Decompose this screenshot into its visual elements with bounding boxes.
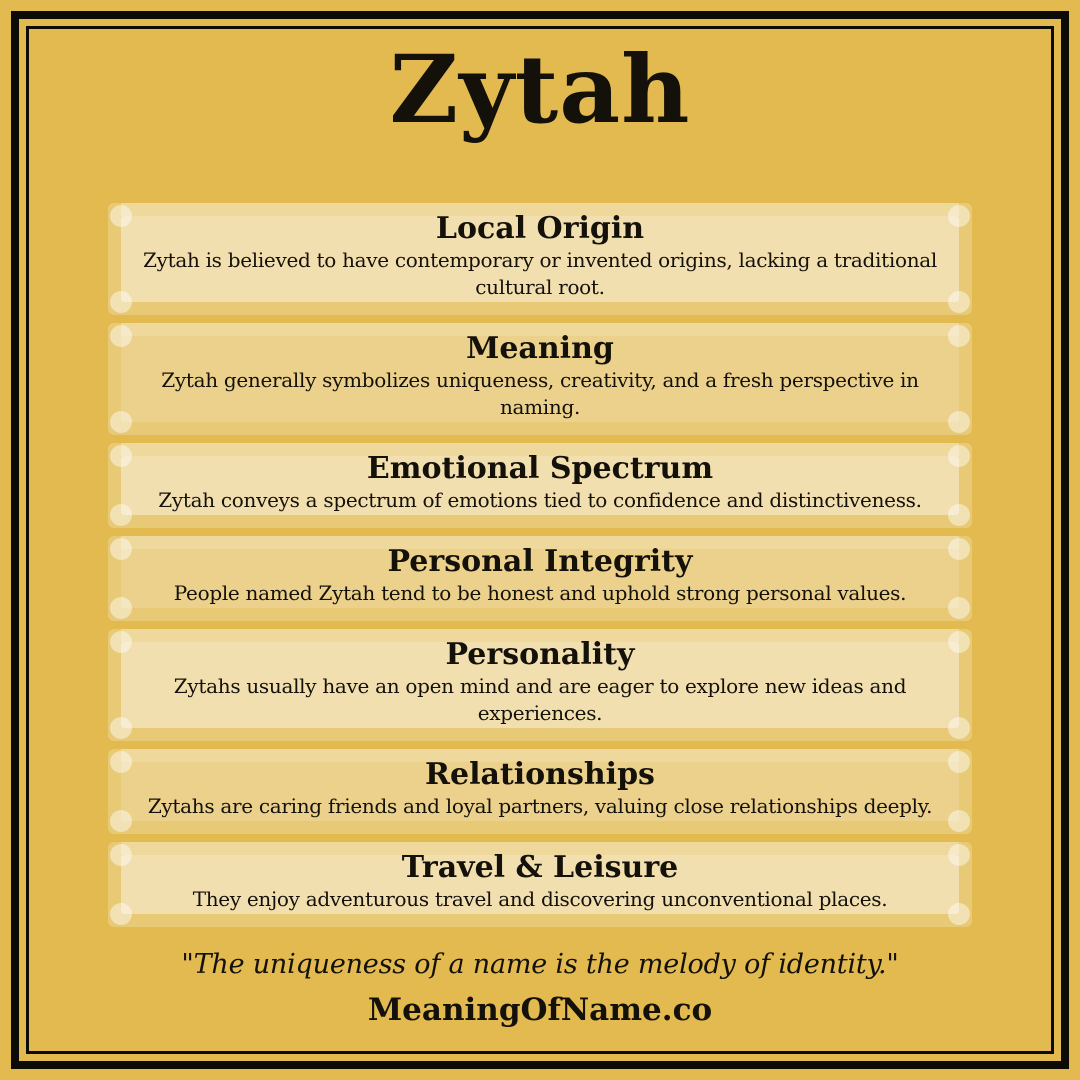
content-area [29,29,1051,1051]
section-heading: Personal Integrity [387,543,693,579]
section-heading: Local Origin [435,210,645,246]
panel-text [108,451,972,514]
section-card [108,629,972,741]
sections-list [108,203,972,927]
panel-text [108,757,972,820]
panel-text [108,850,972,913]
section-card [108,323,972,435]
section-card [108,443,972,528]
section-card [108,203,972,315]
quote-text: "The uniqueness of a name is the melody of identity." [181,948,899,980]
section-body: Zytahs are caring friends and loyal partners, valuing close relationships deeply. [147,793,933,818]
section-body: They enjoy adventurous travel and discovering unconventional places. [192,886,888,911]
section-heading: Relationships [425,756,655,792]
section-heading: Personality [445,636,635,672]
section-heading: Travel & Leisure [401,849,679,885]
section-card [108,536,972,621]
section-body: People named Zytah tend to be honest and uphold strong personal values. [173,580,907,605]
panel-text [108,637,972,727]
section-card [108,749,972,834]
panel-text [108,331,972,421]
brand-name: MeaningOfName.co [367,991,713,1028]
section-heading: Emotional Spectrum [366,450,714,486]
section-body: Zytah generally symbolizes uniqueness, creativity, and a fresh perspective in naming. [161,367,919,419]
section-body: Zytahs usually have an open mind and are eager to explore new ideas and experiences. [173,673,907,725]
section-body: Zytah is believed to have contemporary or invented origins, lacking a traditional cultural root. [142,247,937,299]
section-heading: Meaning [466,330,614,366]
section-body: Zytah conveys a spectrum of emotions tied to confidence and distinctiveness. [158,487,922,512]
section-card [108,842,972,927]
panel-text [108,544,972,607]
panel-text [108,211,972,301]
page-title: Zytah [389,35,691,145]
